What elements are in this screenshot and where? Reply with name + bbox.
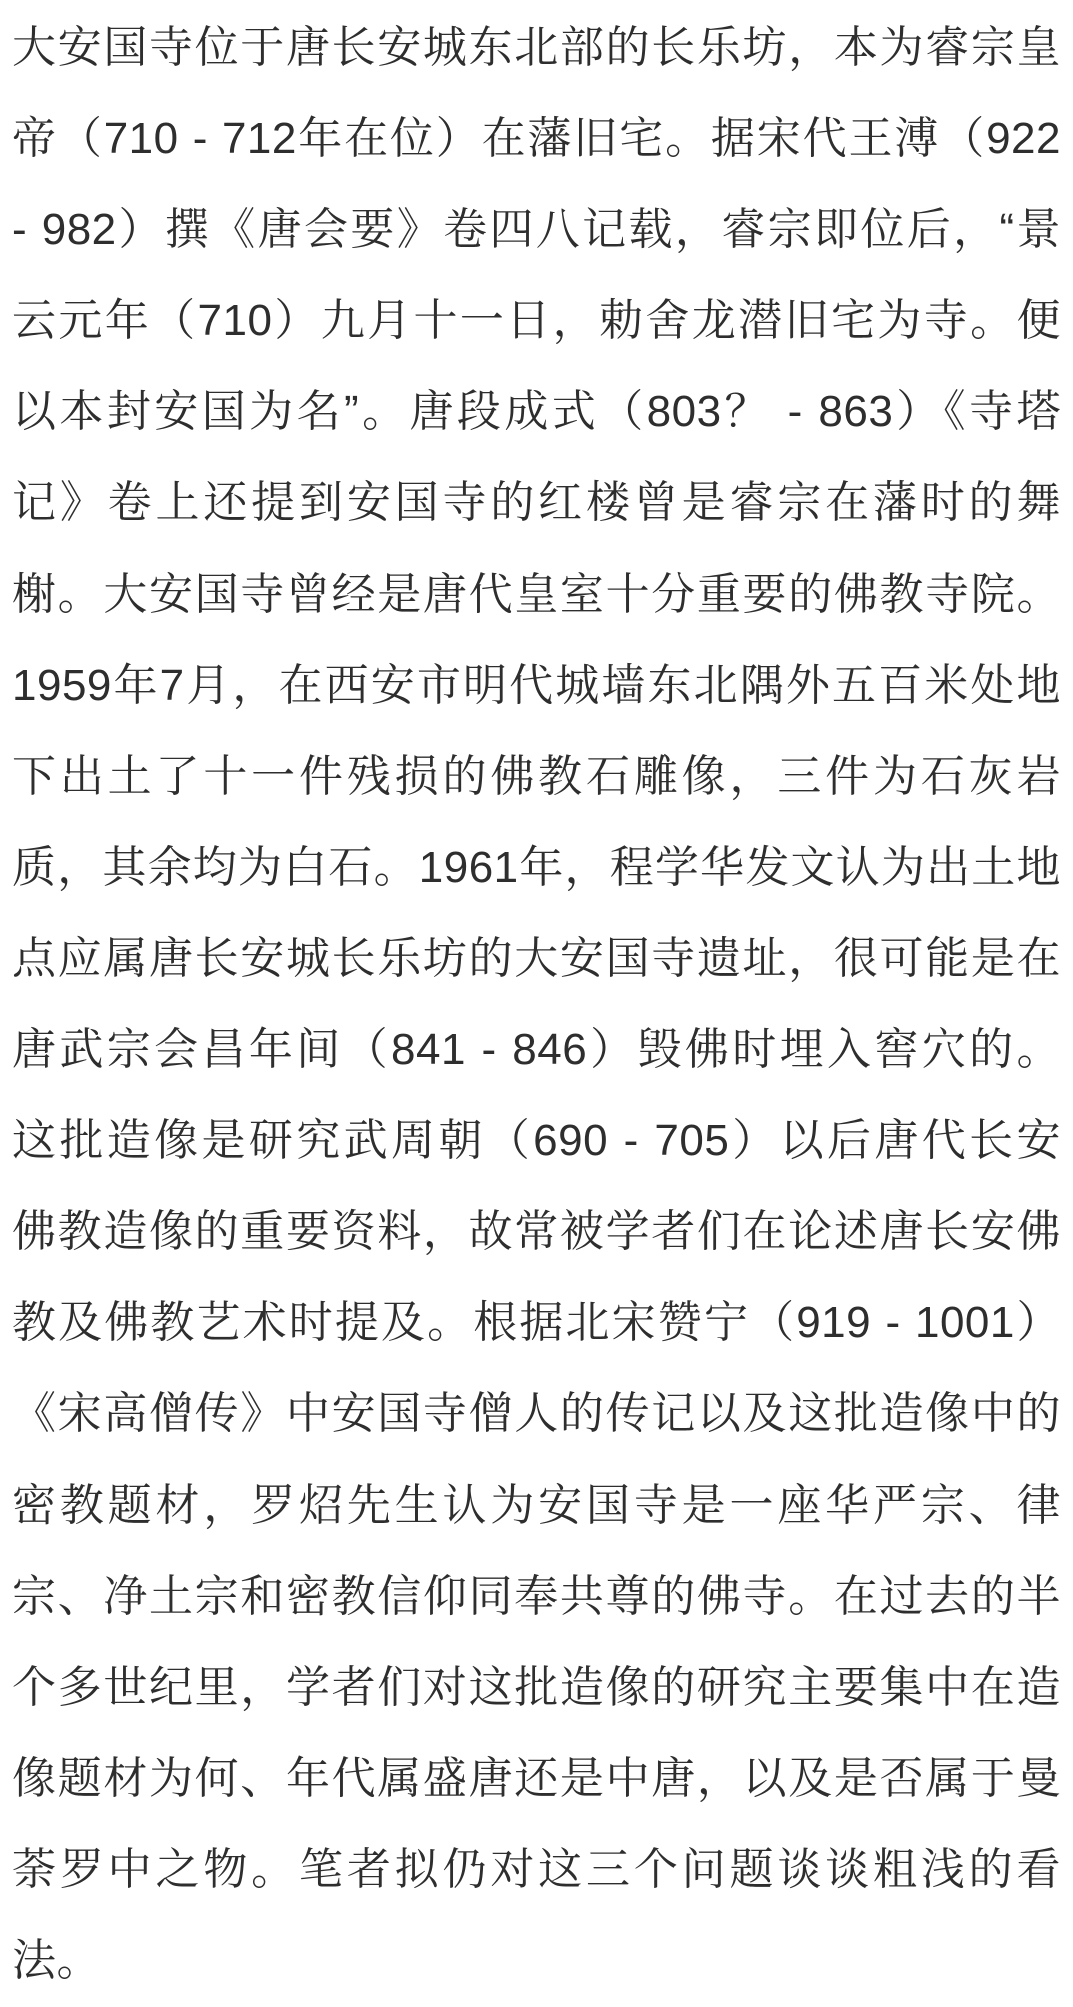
text-line-21: 荼罗中之物。笔者拟仍对这三个问题谈谈粗浅的看: [12, 1844, 1061, 1894]
text-line-2: 帝（710 - 712年在位）在藩旧宅。据宋代王溥（922: [12, 114, 1061, 164]
text-line-18: 宗、净土宗和密教信仰同奉共尊的佛寺。在过去的半: [12, 1571, 1061, 1621]
text-line-10: 质，其余均为白石。1961年，程学华发文认为出土地: [12, 842, 1061, 892]
text-line-12: 唐武宗会昌年间（841 - 846）毁佛时埋入窖穴的。: [12, 1025, 1061, 1075]
article-body: [12, 2, 1061, 2006]
text-line-16: 《宋高僧传》中安国寺僧人的传记以及这批造像中的: [12, 1389, 1061, 1439]
text-line-6: 记》卷上还提到安国寺的红楼曾是睿宗在藩时的舞: [12, 478, 1061, 528]
text-line-17: 密教题材，罗炤先生认为安国寺是一座华严宗、律: [12, 1480, 1061, 1530]
text-line-4: 云元年（710）九月十一日，勅舍龙潜旧宅为寺。便: [12, 296, 1061, 346]
text-line-11: 点应属唐长安城长乐坊的大安国寺遗址，很可能是在: [12, 933, 1061, 983]
text-line-8: 1959年7月，在西安市明代城墙东北隅外五百米处地: [12, 660, 1061, 710]
text-line-13: 这批造像是研究武周朝（690 - 705）以后唐代长安: [12, 1116, 1061, 1166]
text-line-7: 榭。大安国寺曾经是唐代皇室十分重要的佛教寺院。: [12, 569, 1061, 619]
text-line-9: 下出土了十一件残损的佛教石雕像，三件为石灰岩: [12, 751, 1061, 801]
text-line-5: 以本封安国为名”。唐段成式（803？ - 863）《寺塔: [12, 387, 1061, 437]
text-line-15: 教及佛教艺术时提及。根据北宋赞宁（919 - 1001）: [12, 1298, 1061, 1348]
text-line-22: 法。: [12, 1935, 101, 1985]
text-line-3: - 982）撰《唐会要》卷四八记载，睿宗即位后，“景: [12, 205, 1061, 255]
text-line-20: 像题材为何、年代属盛唐还是中唐，以及是否属于曼: [12, 1753, 1061, 1803]
text-line-19: 个多世纪里，学者们对这批造像的研究主要集中在造: [12, 1662, 1061, 1712]
text-line-1: 大安国寺位于唐长安城东北部的长乐坊，本为睿宗皇: [12, 23, 1061, 72]
text-line-14: 佛教造像的重要资料，故常被学者们在论述唐长安佛: [12, 1207, 1061, 1257]
